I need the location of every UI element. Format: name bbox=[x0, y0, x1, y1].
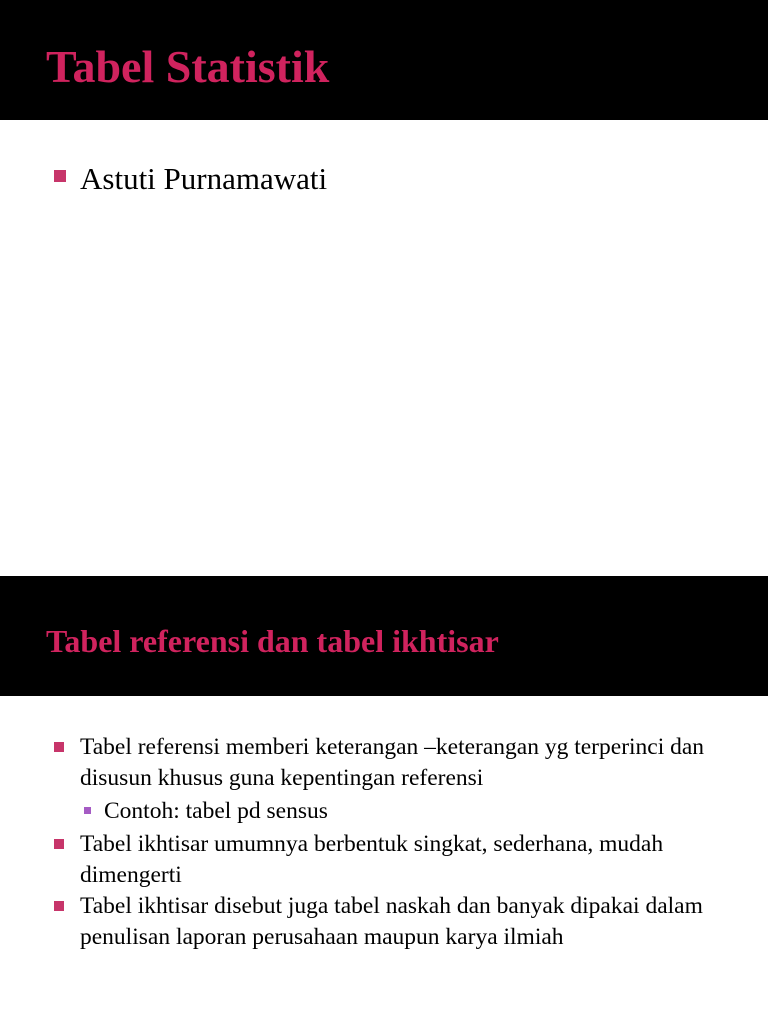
bullet-item bbox=[54, 160, 728, 198]
bullet-text: Tabel referensi memberi keterangan –keterangan yg terperinci dan disusun khusus guna kepentingan referensi bbox=[80, 734, 705, 791]
title-bar bbox=[0, 0, 768, 120]
slide-content bbox=[54, 732, 728, 953]
square-bullet-icon bbox=[54, 901, 64, 911]
title-bar bbox=[0, 576, 768, 696]
small-square-bullet-icon bbox=[84, 807, 91, 814]
slide-title: Tabel referensi dan tabel ikhtisar bbox=[46, 623, 499, 659]
slide-title: Tabel Statistik bbox=[46, 41, 330, 92]
sub-bullet-text: Contoh: tabel pd sensus bbox=[104, 798, 328, 824]
bullet-text: Astuti Purnamawati bbox=[80, 161, 328, 196]
slide-2 bbox=[0, 576, 768, 1024]
square-bullet-icon bbox=[54, 170, 66, 182]
square-bullet-icon bbox=[54, 839, 64, 849]
bullet-item bbox=[54, 891, 728, 953]
bullet-text: Tabel ikhtisar umumnya berbentuk singkat, sederhana, mudah dimengerti bbox=[80, 831, 664, 888]
bullet-item bbox=[54, 829, 728, 891]
sub-bullet-item bbox=[54, 796, 728, 827]
slide-content bbox=[54, 160, 728, 198]
bullet-item bbox=[54, 732, 728, 794]
bullet-text: Tabel ikhtisar disebut juga tabel naskah dan banyak dipakai dalam penulisan laporan perusahaan maupun karya ilmiah bbox=[80, 893, 703, 950]
square-bullet-icon bbox=[54, 742, 64, 752]
